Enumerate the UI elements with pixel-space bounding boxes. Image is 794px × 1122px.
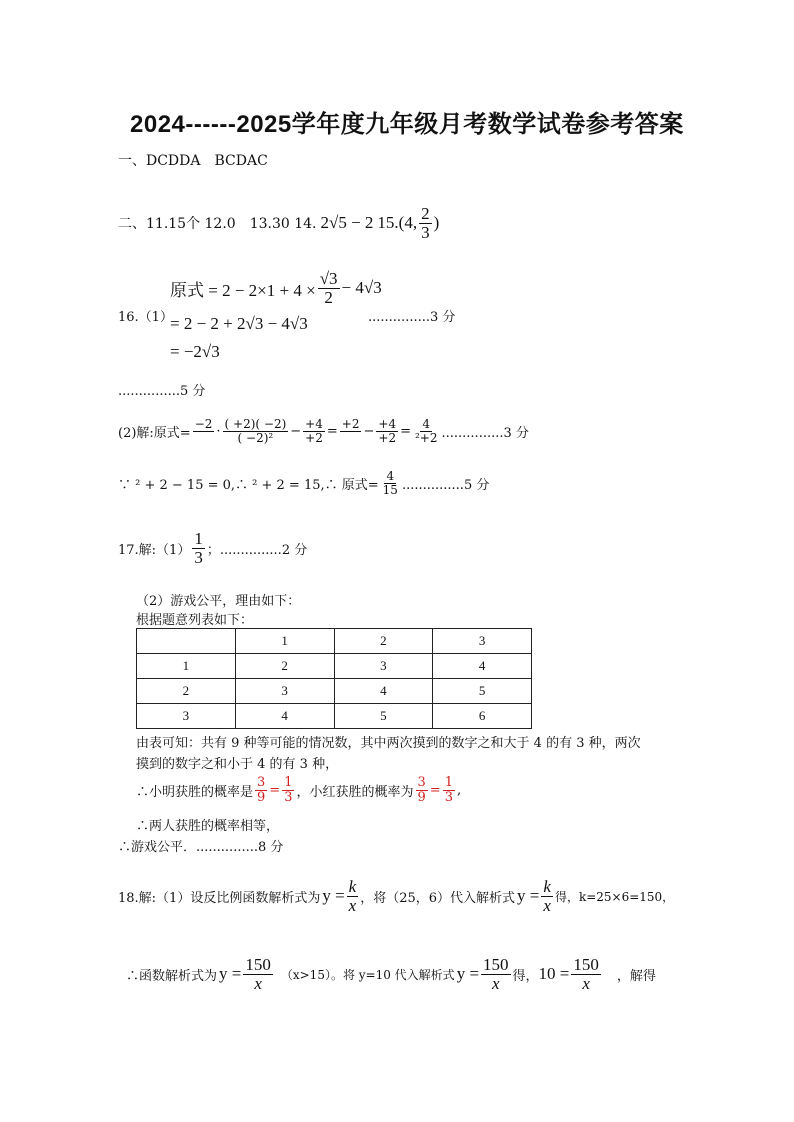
q16-part2-condition — [118, 470, 489, 496]
q18-150-over-x-3 — [571, 956, 601, 993]
q16-part2-frac3-den: +2 — [305, 430, 323, 445]
table-cell: 6 — [433, 704, 532, 729]
q17-eq-a: = — [269, 782, 281, 798]
table-cell: 3 — [235, 679, 334, 704]
section2-prefix: 二、11.15个 12.0 13.30 14. — [118, 216, 317, 233]
table-row — [137, 629, 532, 654]
q17-frac-b-num: 1 — [284, 775, 293, 790]
table-cell: 2 — [334, 629, 433, 654]
q17-prob-xm: ∴小明获胜的概率是 — [136, 784, 254, 800]
q18-150-over-x-2 — [481, 956, 511, 993]
q16-part2-score2: ...............5 分 — [401, 477, 490, 493]
q18-k-2: k — [543, 877, 551, 896]
q18-line2 — [126, 956, 656, 993]
table-cell: 5 — [433, 679, 532, 704]
q16-label: 16.（1） — [118, 310, 173, 325]
q18-x-2: x — [543, 895, 551, 915]
q16-part2-frac5-den: +2 — [378, 430, 397, 445]
q18-line2-b: （x>15）。将 y=10 代入解析式 — [280, 967, 455, 982]
q18-x-4: x — [492, 973, 500, 993]
table-cell: 3 — [334, 654, 433, 679]
q15-numerator: 2 — [421, 204, 430, 223]
table-row — [137, 704, 532, 729]
q17-label: 17.解:（1） — [118, 542, 191, 558]
q16-line2: = 2 − 2 + 2√3 − 4√3 — [170, 314, 308, 333]
q16-part2-frac1-num: −2 — [194, 417, 213, 431]
q17-frac-3-9-a — [255, 776, 267, 804]
q15-suffix: ) — [433, 213, 440, 233]
table-cell: 1 — [235, 629, 334, 654]
q17-frac-c-den: 9 — [417, 789, 426, 805]
table-cell: 2 — [235, 654, 334, 679]
table-cell: 3 — [137, 704, 236, 729]
q16-part2-frac4-num: +2 — [341, 417, 360, 431]
q17-frac-1-3-a — [282, 776, 294, 804]
q17-frac-d-den: 3 — [444, 789, 453, 805]
q16-part2-frac4-den — [347, 432, 355, 445]
q15-denominator: 3 — [421, 222, 430, 242]
q18-y-eq-2: y = — [517, 886, 540, 906]
q17-after: ；...............2 分 — [206, 542, 308, 558]
q18-y-eq-4: y = — [456, 964, 480, 984]
q16-part2-frac2-num: ( +2)( −2) — [224, 417, 287, 431]
q18-k-over-x-2 — [541, 878, 553, 915]
q17-frac-d-num: 1 — [444, 775, 453, 790]
q17-frac-3-9-b — [416, 776, 428, 804]
q18-k-1: k — [348, 877, 357, 896]
q16-line1-prefix: 原式 = 2 − 2×1 + 4 × — [170, 280, 316, 300]
table-cell: 3 — [433, 629, 532, 654]
q18-line2-d: ，解得 — [616, 968, 656, 984]
q17-comma: , — [456, 782, 462, 798]
q17-part1 — [118, 530, 307, 567]
q14-answer: 2√5 − 2 — [320, 213, 374, 233]
q17-frac-a-num: 3 — [257, 775, 266, 790]
q16-score2: ...............5 分 — [118, 384, 206, 399]
q18-150-3: 150 — [573, 955, 599, 974]
q18-line1 — [118, 878, 674, 915]
q17-prob-xh: ，小红获胜的概率为 — [296, 784, 414, 800]
table-cell: 4 — [235, 704, 334, 729]
q16-part2-result-den: 15 — [382, 482, 398, 497]
q17-probability-line — [136, 776, 461, 804]
q16-part2-result — [381, 470, 400, 496]
q16-part2-frac3 — [303, 418, 325, 444]
q16-part2-frac3-num: +4 — [305, 417, 323, 431]
q17-frac-a-den: 9 — [257, 789, 266, 805]
q16-line1-fraction — [318, 270, 340, 307]
q17-fair: ∴游戏公平．...............8 分 — [118, 840, 284, 855]
q17-table-intro: 根据题意列表如下： — [136, 613, 254, 628]
q17-frac-num: 1 — [194, 529, 203, 548]
q16-part2-frac6-den: ²+2 — [415, 430, 438, 445]
q16-part2-frac1 — [193, 418, 215, 444]
q17-frac-c-num: 3 — [417, 775, 426, 790]
q17-eq-b: = — [429, 782, 441, 798]
section1-answers: 一、DCDDA BCDAC — [118, 153, 268, 169]
q18-line1-b: ，将（25，6）代入解析式 — [360, 890, 516, 906]
section2-answers — [118, 205, 439, 242]
q18-x-3: x — [254, 973, 262, 993]
q18-150-2: 150 — [483, 955, 509, 974]
q18-line1-a: 18.解:（1）设反比例函数解析式为 — [118, 890, 321, 906]
q18-150-over-x-1 — [243, 956, 273, 993]
q16-part2: (2)解:原式= −2 · $\frac{( +2)( -2)}{\text{( −2)²}}$ − $\frac{+4}{+2}$ = +2 − $\frac{+4}{+2}$ = $\frac{4}{\text{²+2}}$ ...............3 分 — [118, 417, 529, 445]
q17-text2: 摸到的数字之和小于 4 的有 3 种， — [136, 757, 339, 772]
q18-line2-c: 得， — [512, 968, 539, 984]
q16-part2-result-num: 4 — [386, 469, 395, 483]
table-cell: 1 — [137, 654, 236, 679]
q17-table — [136, 628, 532, 729]
q16-part2-frac2 — [223, 418, 289, 444]
q17-frac-1-3-b — [443, 776, 455, 804]
q16-part2-prefix: (2)解:原式= — [118, 425, 191, 441]
q17-text1: 由表可知：共有 9 种等可能的情况数，其中两次摸到的数字之和大于 4 的有 3 种，两次 — [136, 736, 641, 751]
q16-part2-frac5 — [376, 418, 398, 444]
table-cell: 2 — [137, 679, 236, 704]
table-row — [137, 654, 532, 679]
q18-line1-c: 得，k=25×6=150， — [554, 889, 675, 904]
q17-frac-den: 3 — [194, 547, 203, 567]
q18-x-1: x — [348, 895, 357, 915]
q18-150-1: 150 — [245, 955, 271, 974]
q16-part2-cond-text: ∵ ² + 2 − 15 = 0,∴ ² + 2 = 15,∴ 原式= — [118, 477, 379, 493]
q16-part2-frac2-den: ( −2)² — [237, 430, 274, 445]
q16-line1-num: √3 — [319, 269, 338, 288]
q15-fraction — [419, 205, 432, 242]
q16-part2-score: ...............3 分 — [441, 425, 529, 441]
q18-y-eq-3: y = — [219, 964, 242, 984]
table-cell: 4 — [433, 654, 532, 679]
q16-line1-den: 2 — [324, 287, 333, 307]
q18-ten-eq: 10 = — [538, 964, 570, 984]
table-cell — [137, 629, 236, 654]
table-row — [137, 679, 532, 704]
q16-part2-frac5-num: +4 — [378, 417, 397, 431]
q18-x-5: x — [582, 973, 590, 993]
q18-y-eq-1: y = — [322, 886, 345, 906]
q16-line1-suffix: − 4√3 — [341, 278, 382, 298]
q15-prefix: 15.(4, — [377, 213, 418, 233]
q18-k-over-x-1 — [347, 878, 359, 915]
page-title: 2024------2025学年度九年级月考数学试卷参考答案 — [130, 111, 684, 138]
q17-fraction — [192, 530, 205, 567]
q16-line3: = −2√3 — [170, 342, 220, 361]
q16-line1 — [170, 270, 382, 307]
table-cell: 5 — [334, 704, 433, 729]
q16-part2-frac4 — [340, 418, 362, 444]
q17-equal: ∴两人获胜的概率相等， — [136, 819, 280, 834]
q18-line2-a: ∴函数解析式为 — [126, 968, 218, 984]
q16-part2-frac6 — [413, 418, 440, 444]
table-cell: 4 — [334, 679, 433, 704]
q17-frac-b-den: 3 — [284, 789, 293, 805]
q16-score1: ...............3 分 — [368, 310, 456, 325]
q16-part2-frac6-num: 4 — [422, 417, 431, 431]
q17-part2-heading: （2）游戏公平，理由如下： — [136, 594, 301, 609]
q16-part2-frac1-den — [200, 432, 208, 445]
